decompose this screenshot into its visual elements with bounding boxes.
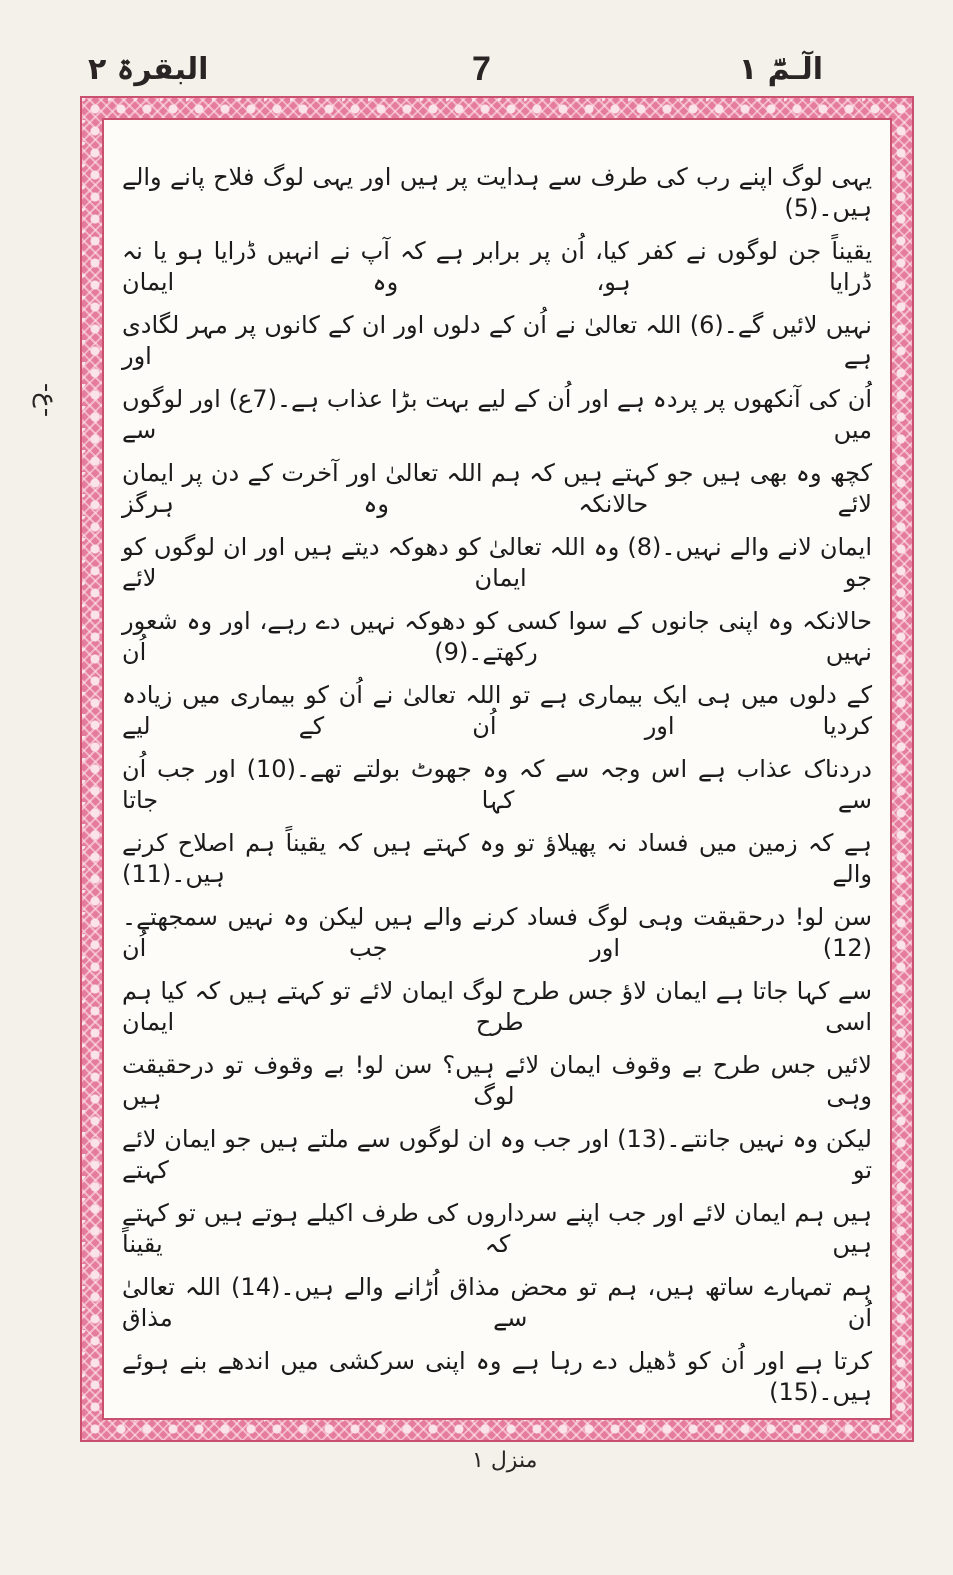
text-line: سن لو! درحقیقت وہی لوگ فساد کرنے والے ہیں لیکن وہ نہیں سمجھتے۔(12) اور جب اُن [122, 903, 872, 962]
text-line: کے دلوں میں ہی ایک بیماری ہے تو اللہ تعالیٰ نے اُن کو بیماری میں زیادہ کردیا اور اُن کے لیے [122, 681, 872, 740]
text-line: یہی لوگ اپنے رب کی طرف سے ہدایت پر ہیں اور یہی لوگ فلاح پانے والے ہیں۔(5) [122, 163, 872, 222]
text-line: لیکن وہ نہیں جانتے۔(13) اور جب وہ ان لوگوں سے ملتے ہیں جو ایمان لائے تو کہتے [122, 1125, 872, 1184]
text-panel [102, 118, 892, 1420]
page-number: 7 [472, 50, 491, 88]
text-line: حالانکہ وہ اپنی جانوں کے سوا کسی کو دھوکہ نہیں دے رہے، اور وہ شعور نہیں رکھتے۔(9) اُن [122, 607, 872, 666]
text-line: ہے کہ زمین میں فساد نہ پھیلاؤ تو وہ کہتے ہیں کہ یقیناً ہم اصلاح کرنے والے ہیں۔(11) [122, 829, 872, 888]
translation-text [122, 150, 872, 1408]
text-line: لائیں جس طرح بے وقوف ایمان لائے ہیں؟ سن لو! بے وقوف تو درحقیقت وہی لوگ ہیں [122, 1051, 872, 1110]
text-line: ایمان لانے والے نہیں۔(8) وہ اللہ تعالیٰ کو دھوکہ دیتے ہیں اور ان لوگوں کو جو ایمان لائے [122, 533, 872, 592]
text-line: نہیں لائیں گے۔(6) اللہ تعالیٰ نے اُن کے دلوں اور ان کے کانوں پر مہر لگادی ہے اور [122, 311, 872, 370]
manzil-footer: منزل ۱ [472, 1448, 538, 1473]
text-line: یقیناً جن لوگوں نے کفر کیا، اُن پر برابر ہے کہ آپ نے انہیں ڈرایا ہو یا نہ ڈرایا ہو، وہ ایمان [122, 237, 872, 296]
text-line: سے کہا جاتا ہے ایمان لاؤ جس طرح لوگ ایمان لائے تو کہتے ہیں کہ کیا ہم اسی طرح ایمان [122, 977, 872, 1036]
text-line: ہیں ہم ایمان لائے اور جب اپنے سرداروں کی طرف اکیلے ہوتے ہیں تو کہتے ہیں کہ یقیناً [122, 1199, 872, 1258]
surah-name: البقرۃ ۲ [88, 52, 209, 87]
text-line: اُن کی آنکھوں پر پردہ ہے اور اُن کے لیے بہت بڑا عذاب ہے۔(7ع) اور لوگوں میں سے [122, 385, 872, 444]
ruku-marker: -ع- [32, 382, 63, 418]
para-name: الٓـمّٓ ۱ [738, 52, 823, 87]
text-line: کرتا ہے اور اُن کو ڈھیل دے رہا ہے وہ اپنی سرکشی میں اندھے بنے ہوئے ہیں۔(15) [122, 1347, 872, 1406]
ornamental-border [80, 96, 914, 1442]
text-line: دردناک عذاب ہے اس وجہ سے کہ وہ جھوٹ بولتے تھے۔(10) اور جب اُن سے کہا جاتا [122, 755, 872, 814]
text-line: ہم تمہارے ساتھ ہیں، ہم تو محض مذاق اُڑانے والے ہیں۔(14) اللہ تعالیٰ اُن سے مذاق [122, 1273, 872, 1332]
text-line: کچھ وہ بھی ہیں جو کہتے ہیں کہ ہم اللہ تعالیٰ اور آخرت کے دن پر ایمان لائے حالانکہ وہ ہرگز [122, 459, 872, 518]
